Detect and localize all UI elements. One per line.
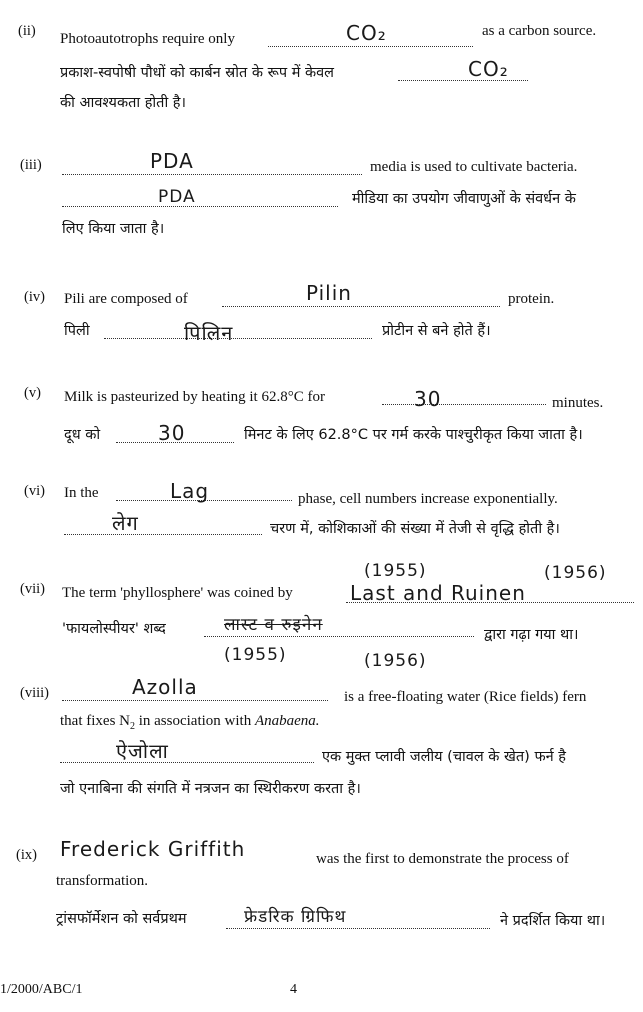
handwritten-answer: Pilin (306, 281, 352, 305)
handwritten-answer-hindi: लेग (112, 511, 139, 535)
handwritten-answer-hindi: PDA (158, 187, 196, 207)
question-text: media is used to cultivate bacteria. (370, 159, 578, 175)
handwritten-answer: 30 (414, 387, 442, 411)
question-number: (viii) (20, 685, 49, 701)
handwritten-answer: Lag (170, 479, 210, 503)
question-text: that fixes $N_2$ in association with Anabaena. (60, 713, 320, 732)
answer-blank (62, 174, 362, 175)
question-text-hindi: चरण में, कोशिकाओं की संख्या में तेजी से वृद्धि होती है। (270, 521, 560, 537)
handwritten-answer-hindi: फ्रेडरिक ग्रिफिथ (244, 907, 347, 927)
answer-blank (268, 46, 473, 47)
question-text-hindi: प्रकाश-स्वपोषी पौधों को कार्बन स्रोत के रूप में केवल (60, 65, 335, 81)
handwritten-year: (1956) (364, 651, 427, 671)
question-number: (iii) (20, 157, 42, 173)
question-text-hindi: प्रोटीन से बने होते हैं। (382, 323, 491, 339)
question-text-hindi: मिनट के लिए 62.8°C पर गर्म करके पाश्चुरीकृत किया जाता है। (244, 427, 583, 443)
answer-blank (62, 206, 338, 207)
question-text: phase, cell numbers increase exponentially. (298, 491, 558, 507)
answer-blank (204, 636, 474, 637)
question-text-hindi: एक मुक्त प्लावी जलीय (चावल के खेत) फर्न है (322, 749, 566, 765)
answer-blank (222, 306, 500, 307)
question-text: protein. (508, 291, 555, 307)
question-text-hindi: दूध को (64, 427, 101, 443)
question-text-hindi: ने प्रदर्शित किया था। (500, 913, 606, 929)
question-text-hindi: 'फायलोस्पीयर' शब्द (62, 621, 166, 637)
question-text-hindi: ट्रांसफॉर्मेशन को सर्वप्रथम (56, 911, 187, 927)
handwritten-answer-hindi: लास्ट व रुइनेन (224, 615, 323, 635)
question-text: is a free-floating water (Rice fields) fern (344, 689, 587, 705)
handwritten-answer-hindi: 30 (158, 421, 186, 445)
answer-blank (62, 700, 328, 701)
handwritten-year: (1955) (364, 561, 427, 581)
handwritten-answer: PDA (150, 149, 194, 173)
question-text-hindi: मीडिया का उपयोग जीवाणुओं के संवर्धन के (352, 191, 576, 207)
answer-blank (226, 928, 490, 929)
handwritten-year: (1955) (224, 645, 287, 665)
question-number: (ix) (16, 847, 37, 863)
answer-blank (104, 338, 372, 339)
question-text: The term 'phyllosphere' was coined by (62, 585, 293, 601)
handwritten-answer-hindi: पिलिन (184, 321, 234, 345)
answer-blank (64, 534, 262, 535)
page-number: 4 (290, 982, 297, 997)
question-text: Photoautotrophs require only (60, 31, 235, 47)
question-text-hindi: जो एनाबिना की संगति में नत्रजन का स्थिरीकरण करता है। (60, 781, 361, 797)
question-text: as a carbon source. (482, 23, 597, 39)
answer-blank (382, 404, 546, 405)
question-text: Pili are composed of (64, 291, 188, 307)
question-text-hindi: लिए किया जाता है। (62, 221, 165, 237)
question-text: transformation. (56, 873, 149, 889)
handwritten-answer-hindi: CO₂ (468, 57, 509, 81)
question-text-hindi: पिली (64, 323, 90, 339)
question-text: was the first to demonstrate the process of (316, 851, 569, 867)
question-text: Milk is pasteurized by heating it 62.8°C for (64, 389, 325, 405)
handwritten-answer: Frederick Griffith (60, 837, 246, 861)
handwritten-answer-hindi: ऐजोला (116, 739, 169, 763)
question-number: (ii) (18, 23, 36, 39)
question-number: (vi) (24, 483, 45, 499)
handwritten-answer: CO₂ (346, 21, 387, 45)
question-number: (v) (24, 385, 41, 401)
question-number: (iv) (24, 289, 45, 305)
handwritten-answer: Azolla (132, 675, 198, 699)
handwritten-year: (1956) (544, 563, 607, 583)
question-text-hindi: की आवश्यकता होती है। (60, 95, 186, 111)
question-text: In the (64, 485, 99, 501)
answer-blank (60, 762, 314, 763)
paper-code: 1/2000/ABC/1 (0, 982, 83, 997)
question-text: minutes. (552, 395, 604, 411)
question-text-hindi: द्वारा गढ़ा गया था। (484, 627, 579, 643)
question-number: (vii) (20, 581, 45, 597)
handwritten-answer: Last and Ruinen (350, 581, 526, 605)
